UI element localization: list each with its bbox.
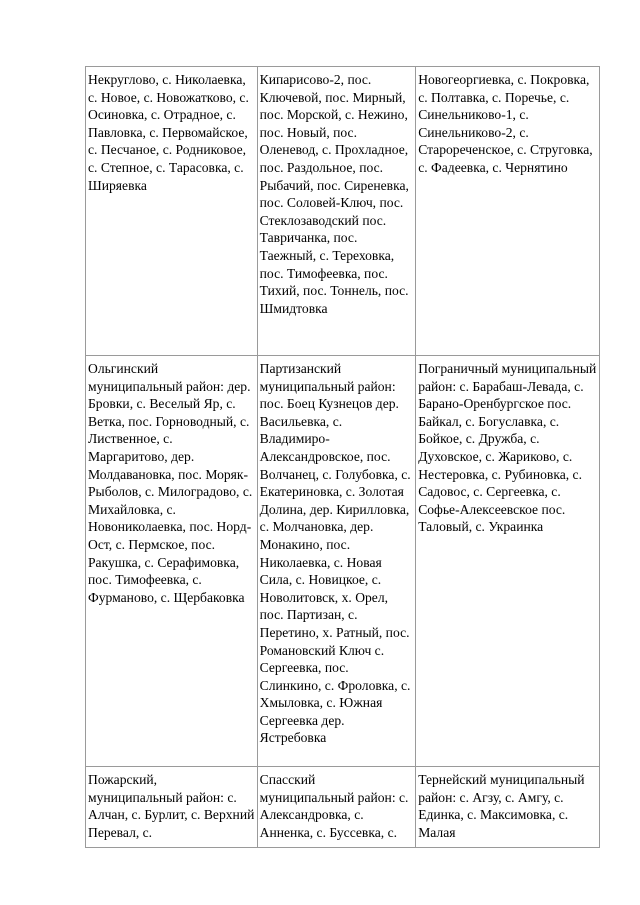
settlements-table: [85, 66, 600, 848]
cell-text: Пограничный муниципальный район: с. Барабаш-Левада, с. Барано-Оренбургское пос. Байкал, с. Богуславка, с. Бойкое, с. Дружба, с. Духовское, с. Жариково, с. Нестеровка, с. Рубиновка, с. Садовос, с. Сергеевка, с. Софье-Алексеевское пос. Таловый, с. Украинка: [418, 361, 597, 535]
cell-text: Кипарисово-2, пос. Ключевой, пос. Мирный, пос. Морской, с. Нежино, пос. Новый, пос. Оленевод, с. Прохладное, пос. Раздольное, пос. Рыбачий, пос. Сиреневка, пос. Соловей-Ключ, пос. Стеклозаводский пос. Тавричанка, пос. Таежный, с. Тереховка, пос. Тимофеевка, пос. Тихий, пос. Тоннель, пос. Шмидтовка: [259, 72, 409, 316]
table-row: [86, 67, 600, 356]
cell-text: Партизанский муниципальный район: пос. Боец Кузнецов дер. Васильевка, с. Владимиро-Александровское, пос. Волчанец, с. Голубовка, с. Екатериновка, с. Золотая Долина, дер. Кирилловка, с. Молчановка, дер. Монакино, пос. Николаевка, с. Новая Сила, с. Новицкое, с. Новолитовск, х. Орел, пос. Партизан, с. Перетино, х. Ратный, пос. Романовский Ключ с. Сергеевка, пос. Слинкино, с. Фроловка, с. Хмыловка, с. Южная Сергеевка дер. Ястребовка: [259, 361, 411, 746]
cell-text: Спасский муниципальный район: с. Александровка, с. Анненка, с. Буссевка, с.: [259, 772, 409, 840]
table-cell: [86, 356, 258, 767]
table-row: [86, 767, 600, 848]
table-row: [86, 356, 600, 767]
table-cell: [416, 767, 600, 848]
cell-text: Некруглово, с. Николаевка, с. Новое, с. Новожатково, с. Осиновка, с. Отрадное, с. Павловка, с. Первомайское, с. Песчаное, с. Родниковое, с. Степное, с. Тарасовка, с. Ширяевка: [88, 72, 249, 193]
cell-text: Ольгинский муниципальный район: дер. Бровки, с. Веселый Яр, с. Ветка, пос. Горноводный, с. Лиственное, с. Маргаритово, дер. Молдавановка, пос. Моряк-Рыболов, с. Милоградово, с. Михайловка, с. Новониколаевка, пос. Норд-Ост, с. Пермское, пос. Ракушка, с. Серафимовка, пос. Тимофеевка, с. Фурманово, с. Щербаковка: [88, 361, 253, 605]
cell-text: Пожарский, муниципальный район: с. Алчан, с. Бурлит, с. Верхний Перевал, с.: [88, 772, 255, 840]
table-cell: [257, 767, 416, 848]
cell-text: Тернейский муниципальный район: с. Агзу, с. Амгу, с. Единка, с. Максимовка, с. Малая: [418, 772, 585, 840]
table-cell: [257, 356, 416, 767]
cell-text: Новогеоргиевка, с. Покровка, с. Полтавка, с. Поречье, с. Синельниково-1, с. Синельниково-2, с. Старореченское, с. Струговка, с. Фадеевка, с. Чернятино: [418, 72, 593, 175]
table-cell: [416, 67, 600, 356]
table-cell: [257, 67, 416, 356]
table-cell: [416, 356, 600, 767]
table-cell: [86, 767, 258, 848]
table-cell: [86, 67, 258, 356]
